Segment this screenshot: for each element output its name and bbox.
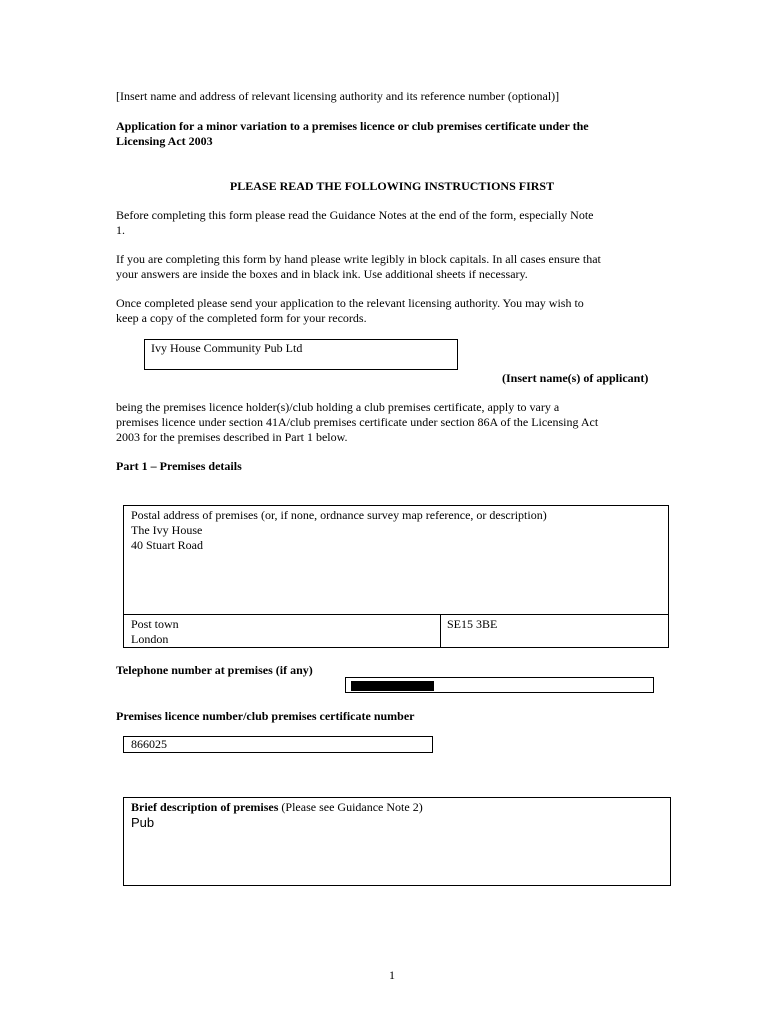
post-town-label: Post town [131, 617, 179, 631]
premises-description-value: Pub [131, 815, 155, 830]
licence-number-label: Premises licence number/club premises certificate number [116, 709, 415, 723]
post-town-value[interactable]: London [131, 632, 169, 646]
telephone-field[interactable] [345, 677, 654, 693]
instructions-paragraph-3-line2: keep a copy of the completed form for your records. [116, 311, 367, 325]
instructions-paragraph-2-line2: your answers are inside the boxes and in black ink. Use additional sheets if necessary. [116, 267, 528, 281]
page-number: 1 [389, 968, 395, 982]
premises-description-label-bold: Brief description of premises [131, 800, 279, 814]
applicant-statement-line1: being the premises licence holder(s)/club holding a club premises certificate, apply to vary a [116, 400, 560, 414]
applicant-statement-line3: 2003 for the premises described in Part 1 below. [116, 430, 348, 444]
instructions-paragraph-1-line2: 1. [116, 223, 125, 237]
part1-heading: Part 1 – Premises details [116, 459, 242, 473]
form-title-line2: Licensing Act 2003 [116, 134, 213, 148]
applicant-name-value: Ivy House Community Pub Ltd [151, 341, 303, 355]
postal-address-line1[interactable]: The Ivy House [131, 523, 203, 537]
licence-number-value: 866025 [131, 737, 167, 751]
instructions-heading: PLEASE READ THE FOLLOWING INSTRUCTIONS FIRST [229, 179, 555, 193]
applicant-statement-line2: premises licence under section 41A/club premises certificate under section 86A of the Licensing Act [116, 415, 599, 429]
applicant-name-label: (Insert name(s) of applicant) [502, 371, 649, 385]
postal-address-line2[interactable]: 40 Stuart Road [131, 538, 203, 552]
instructions-paragraph-3-line1: Once completed please send your application to the relevant licensing authority. You may wish to [116, 296, 584, 310]
licence-number-field[interactable] [123, 736, 433, 753]
applicant-name-field[interactable] [144, 339, 458, 370]
telephone-label: Telephone number at premises (if any) [116, 663, 313, 677]
address-row-divider [124, 614, 668, 615]
premises-description-label [131, 800, 423, 815]
instructions-paragraph-1-line1: Before completing this form please read the Guidance Notes at the end of the form, especially Note [116, 208, 594, 222]
postcode-value[interactable]: SE15 3BE [447, 617, 498, 631]
instructions-paragraph-2-line1: If you are completing this form by hand please write legibly in block capitals. In all cases ensure that [116, 252, 601, 266]
premises-description-field[interactable] [123, 797, 671, 886]
form-title-line1: Application for a minor variation to a premises licence or club premises certificate under the [116, 119, 589, 133]
premises-description-label-note: (Please see Guidance Note 2) [278, 800, 423, 814]
authority-placeholder: [Insert name and address of relevant licensing authority and its reference number (optional)] [116, 89, 560, 103]
post-town-divider [440, 614, 441, 647]
redaction-bar [351, 681, 434, 691]
premises-address-table [123, 505, 669, 648]
postal-address-label: Postal address of premises (or, if none, ordnance survey map reference, or description) [131, 508, 547, 522]
